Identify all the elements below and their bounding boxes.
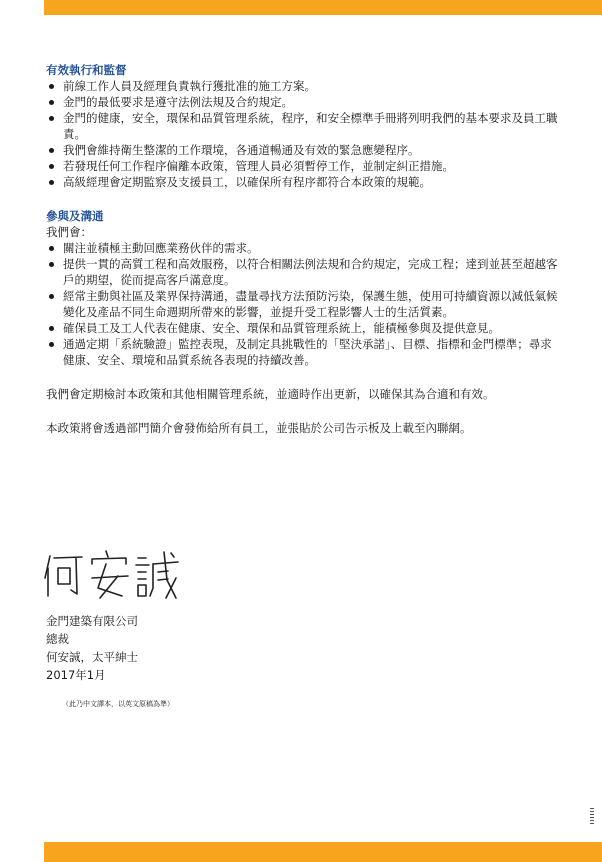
list-item: 經常主動與社區及業界保持溝通，盡量尋找方法預防污染，保護生態，使用可持續資源以減低氣候變化及產品不同生命週期所帶來的影響，並提升受工程影響人士的生活質素。	[46, 288, 558, 320]
bullet-icon	[49, 148, 54, 153]
bullet-icon	[49, 164, 54, 169]
list-item: 若發現任何工作程序偏離本政策，管理人員必須暫停工作，並制定糾正措施。	[46, 158, 558, 174]
distribution-paragraph: 本政策將會透過部門簡介會發佈給所有員工，並張貼於公司告示板及上載至內聯網。	[46, 421, 472, 435]
bullet-icon	[49, 100, 54, 105]
participation-list	[46, 240, 558, 368]
bullet-icon	[49, 246, 54, 251]
signatory-position: 總裁	[46, 632, 69, 646]
bullet-icon	[49, 180, 54, 185]
policy-body	[46, 62, 558, 436]
bullet-icon	[49, 326, 54, 331]
list-item: 關注並積極主動回應業務伙伴的需求。	[46, 240, 558, 256]
list-item: 前線工作人員及經理負責執行獲批准的施工方案。	[46, 78, 558, 94]
list-item: 高級經理會定期監察及支援員工，以確保所有程序都符合本政策的規範。	[46, 174, 558, 190]
bottom-accent-band	[44, 842, 602, 862]
list-item: 我們會維持衛生整潔的工作環境，各通道暢通及有效的緊急應變程序。	[46, 142, 558, 158]
signatory-block	[46, 612, 138, 684]
section-title-participation: 參與及溝通	[46, 209, 104, 223]
list-item: 金門的健康，安全，環保和品質管理系統，程序，和安全標準手冊將列明我們的基本要求及員工職責。	[46, 110, 558, 142]
bullet-icon	[49, 116, 54, 121]
section-intro: 我們會：	[46, 225, 92, 239]
bullet-icon	[49, 294, 54, 299]
top-accent-band	[44, 0, 602, 15]
handwritten-signature	[40, 548, 180, 604]
list-item: 通過定期「系統驗證」監控表現，及制定具挑戰性的「堅決承諾」、目標、指標和金門標準；尋求健康、安全、環境和品質系統各表現的持續改善。	[46, 336, 558, 368]
bullet-icon	[49, 342, 54, 347]
section-title-execution: 有效執行和監督	[46, 63, 127, 77]
execution-list	[46, 78, 558, 190]
signatory-date: 2017年1月	[46, 668, 106, 682]
list-item: 金門的最低要求是遵守法例法規及合約規定。	[46, 94, 558, 110]
list-item: 確保員工及工人代表在健康、安全、環保和品質管理系統上，能積極參與及提供意見。	[46, 320, 558, 336]
bullet-icon	[49, 262, 54, 267]
bullet-icon	[49, 84, 54, 89]
page-marker-icon	[590, 808, 594, 824]
company-name: 金門建築有限公司	[46, 614, 138, 628]
translation-note: （此乃中文譯本，以英文原稿為準）	[62, 700, 174, 708]
review-paragraph: 我們會定期檢討本政策和其他相關管理系統，並適時作出更新，以確保其為合適和有效。	[46, 387, 495, 401]
signatory-name: 何安誠，太平紳士	[46, 650, 138, 664]
list-item: 提供一貫的高質工程和高效服務，以符合相關法例法規和合約規定，完成工程；達到並甚至超越客戶的期望，從而提高客戶滿意度。	[46, 256, 558, 288]
